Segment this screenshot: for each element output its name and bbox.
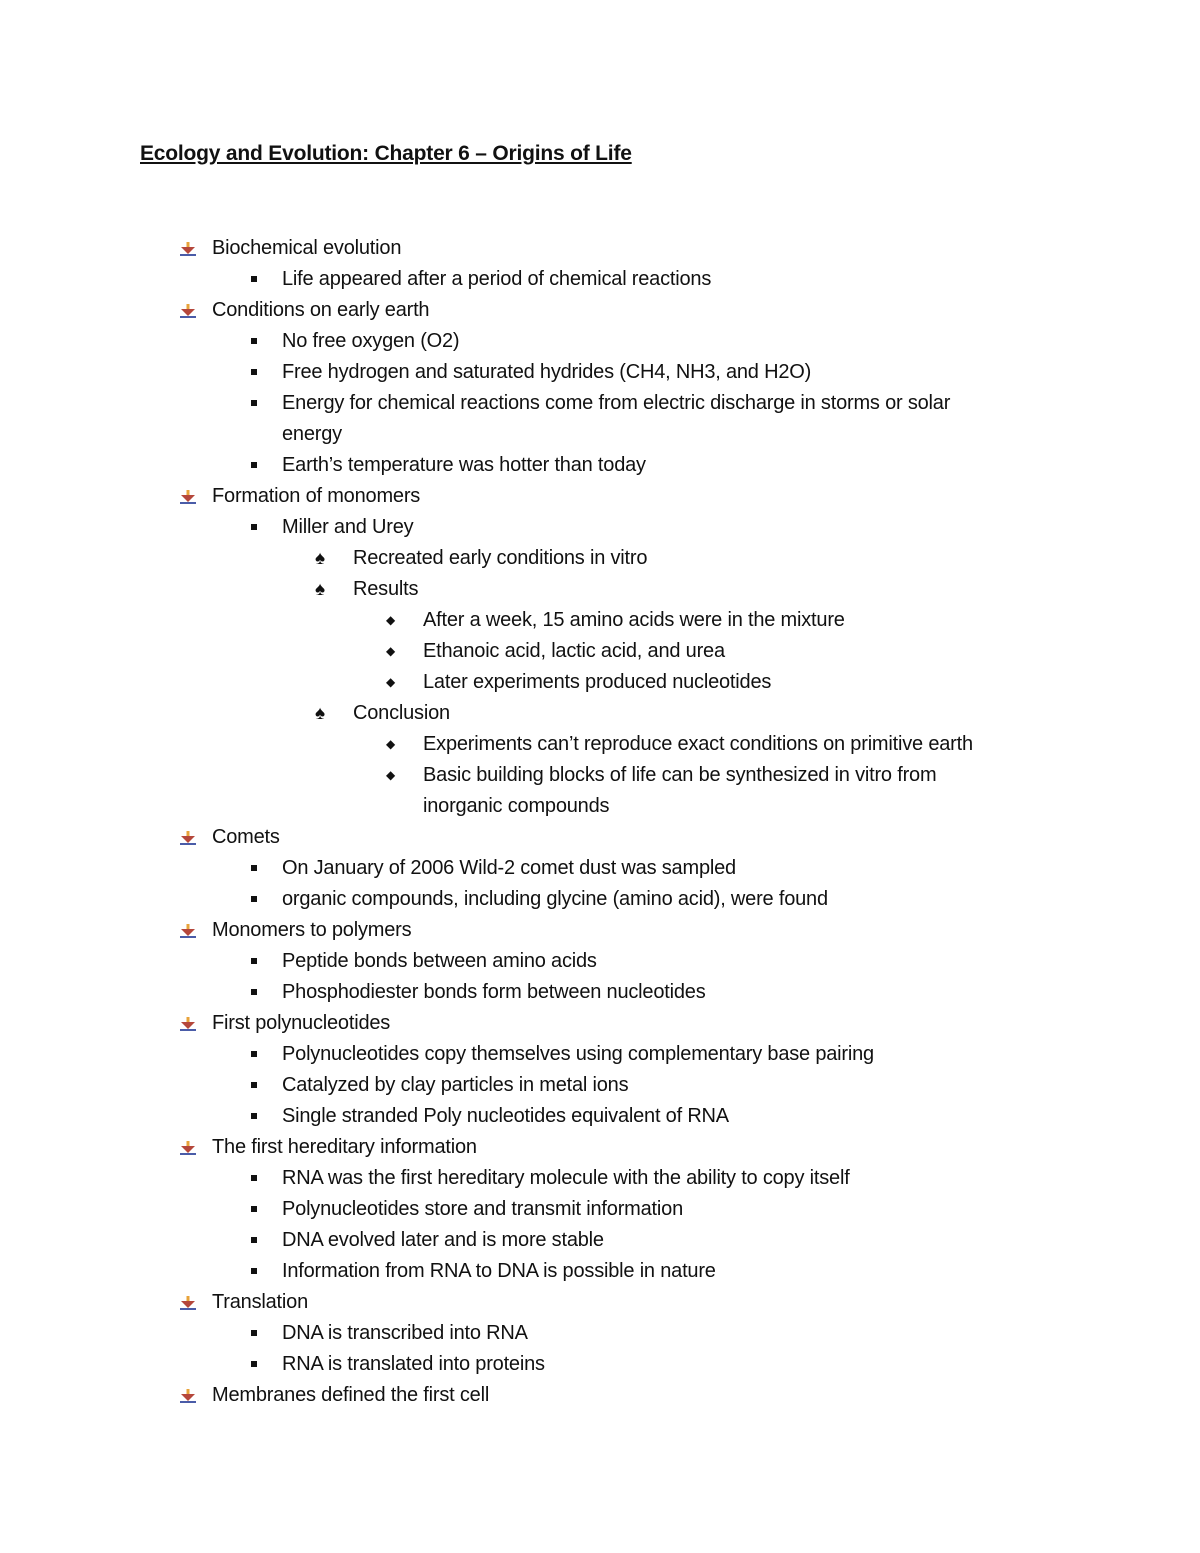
- arrow-bullet-icon: [178, 295, 198, 326]
- square-bullet-icon: [248, 853, 268, 884]
- square-bullet-icon: [248, 1194, 268, 1225]
- outline-item-level-2: [0, 1256, 1200, 1287]
- outline-item-level-2: [0, 1318, 1200, 1349]
- square-bullet-icon: [248, 1318, 268, 1349]
- arrow-bullet-icon: [178, 1008, 198, 1039]
- outline-item-level-3: [0, 543, 1200, 574]
- outline-item-text: Earth’s temperature was hotter than today: [282, 454, 646, 476]
- square-bullet-icon: [248, 326, 268, 357]
- outline-item-text: DNA evolved later and is more stable: [282, 1229, 604, 1251]
- arrow-bullet-icon: [178, 1380, 198, 1411]
- outline-item-level-4: [0, 791, 1200, 822]
- square-bullet-icon: [248, 1163, 268, 1194]
- outline-item-level-1: [0, 1287, 1200, 1318]
- square-bullet-icon: [248, 512, 268, 543]
- outline-item-text: First polynucleotides: [212, 1012, 391, 1034]
- square-bullet-icon: [248, 1101, 268, 1132]
- outline-item-level-2: [0, 946, 1200, 977]
- outline-item-level-1: [0, 1380, 1200, 1411]
- outline-item-level-2: [0, 326, 1200, 357]
- outline-item-level-2: [0, 512, 1200, 543]
- outline-item-text: Peptide bonds between amino acids: [282, 950, 597, 972]
- outline-item-level-2: [0, 357, 1200, 388]
- outline-item-text: Polynucleotides copy themselves using complementary base pairing: [282, 1043, 874, 1065]
- outline-item-text: Translation: [212, 1291, 308, 1313]
- outline-item-level-1: [0, 1132, 1200, 1163]
- outline-item-level-2: [0, 1349, 1200, 1380]
- outline-item-text: Energy for chemical reactions come from electric discharge in storms or solar: [282, 392, 951, 414]
- square-bullet-icon: [248, 977, 268, 1008]
- outline-item-level-4: [0, 636, 1200, 667]
- outline-item-text: Basic building blocks of life can be synthesized in vitro from: [423, 764, 937, 786]
- arrow-bullet-icon: [178, 233, 198, 264]
- square-bullet-icon: [248, 1256, 268, 1287]
- square-bullet-icon: [248, 884, 268, 915]
- diamond-bullet-icon: ◆: [386, 613, 396, 627]
- diamond-bullet-icon: ◆: [386, 644, 396, 658]
- square-bullet-icon: [248, 1039, 268, 1070]
- outline-item-text: Comets: [212, 826, 280, 848]
- outline-item-text: Results: [353, 578, 419, 600]
- outline-item-level-1: [0, 233, 1200, 264]
- outline-item-level-2: [0, 388, 1200, 419]
- outline-item-level-3: [0, 698, 1200, 729]
- outline-item-text: RNA was the first hereditary molecule with the ability to copy itself: [282, 1167, 850, 1189]
- outline-item-text: On January of 2006 Wild-2 comet dust was sampled: [282, 857, 736, 879]
- outline-item-text: The first hereditary information: [212, 1136, 477, 1158]
- outline-item-text: No free oxygen (O2): [282, 330, 460, 352]
- outline-item-text: Later experiments produced nucleotides: [423, 671, 772, 693]
- spade-bullet-icon: ♠: [315, 548, 325, 569]
- spade-bullet-icon: ♠: [315, 703, 325, 724]
- outline-item-level-2: [0, 264, 1200, 295]
- outline-item-level-2: [0, 1070, 1200, 1101]
- outline-item-text: Recreated early conditions in vitro: [353, 547, 648, 569]
- outline-item-level-2: [0, 1194, 1200, 1225]
- outline-item-text: RNA is translated into proteins: [282, 1353, 545, 1375]
- square-bullet-icon: [248, 1070, 268, 1101]
- outline-item-level-2: [0, 853, 1200, 884]
- outline-item-text: Information from RNA to DNA is possible in nature: [282, 1260, 716, 1282]
- outline-item-text: Catalyzed by clay particles in metal ions: [282, 1074, 629, 1096]
- outline-item-level-4: [0, 667, 1200, 698]
- arrow-bullet-icon: [178, 915, 198, 946]
- outline-item-level-1: [0, 915, 1200, 946]
- arrow-bullet-icon: [178, 1132, 198, 1163]
- outline-item-level-2: [0, 1101, 1200, 1132]
- outline-item-text: Membranes defined the first cell: [212, 1384, 490, 1406]
- outline-item-text: inorganic compounds: [423, 795, 610, 817]
- outline-item-level-1: [0, 822, 1200, 853]
- outline-item-level-2: [0, 884, 1200, 915]
- outline-item-level-4: [0, 760, 1200, 791]
- outline-item-text: Conclusion: [353, 702, 450, 724]
- square-bullet-icon: [248, 450, 268, 481]
- outline-item-text: Phosphodiester bonds form between nucleotides: [282, 981, 706, 1003]
- outline-item-level-2: [0, 977, 1200, 1008]
- outline-item-text: Monomers to polymers: [212, 919, 412, 941]
- square-bullet-icon: [248, 357, 268, 388]
- outline-item-level-3: [0, 574, 1200, 605]
- square-bullet-icon: [248, 388, 268, 419]
- outline-item-text: Conditions on early earth: [212, 299, 430, 321]
- outline-item-text: Single stranded Poly nucleotides equivalent of RNA: [282, 1105, 729, 1127]
- outline-item-text: Free hydrogen and saturated hydrides (CH4, NH3, and H2O): [282, 361, 812, 383]
- outline-item-level-2: [0, 450, 1200, 481]
- spade-bullet-icon: ♠: [315, 579, 325, 600]
- arrow-bullet-icon: [178, 822, 198, 853]
- outline-item-level-2: [0, 1163, 1200, 1194]
- outline-item-level-1: [0, 1008, 1200, 1039]
- outline-item-text: Experiments can’t reproduce exact conditions on primitive earth: [423, 733, 973, 755]
- outline-item-text: DNA is transcribed into RNA: [282, 1322, 528, 1344]
- square-bullet-icon: [248, 264, 268, 295]
- outline-item-level-1: [0, 295, 1200, 326]
- outline-item-text: After a week, 15 amino acids were in the mixture: [423, 609, 845, 631]
- outline-item-text: Miller and Urey: [282, 516, 414, 538]
- outline-item-text: Biochemical evolution: [212, 237, 402, 259]
- diamond-bullet-icon: ◆: [386, 768, 396, 782]
- document-title: Ecology and Evolution: Chapter 6 – Origins of Life: [140, 142, 632, 165]
- square-bullet-icon: [248, 1225, 268, 1256]
- outline-item-text: Formation of monomers: [212, 485, 421, 507]
- outline-item-text: Ethanoic acid, lactic acid, and urea: [423, 640, 725, 662]
- outline-item-text: organic compounds, including glycine (amino acid), were found: [282, 888, 828, 910]
- outline-item-text: energy: [282, 423, 342, 445]
- outline-item-level-1: [0, 481, 1200, 512]
- arrow-bullet-icon: [178, 1287, 198, 1318]
- outline-item-text: Polynucleotides store and transmit information: [282, 1198, 684, 1220]
- arrow-bullet-icon: [178, 481, 198, 512]
- diamond-bullet-icon: ◆: [386, 737, 396, 751]
- outline-item-level-4: [0, 605, 1200, 636]
- outline-item-text: Life appeared after a period of chemical reactions: [282, 268, 712, 290]
- outline-item-level-4: [0, 729, 1200, 760]
- diamond-bullet-icon: ◆: [386, 675, 396, 689]
- square-bullet-icon: [248, 946, 268, 977]
- outline-item-level-2: [0, 419, 1200, 450]
- square-bullet-icon: [248, 1349, 268, 1380]
- outline-item-level-2: [0, 1225, 1200, 1256]
- outline-item-level-2: [0, 1039, 1200, 1070]
